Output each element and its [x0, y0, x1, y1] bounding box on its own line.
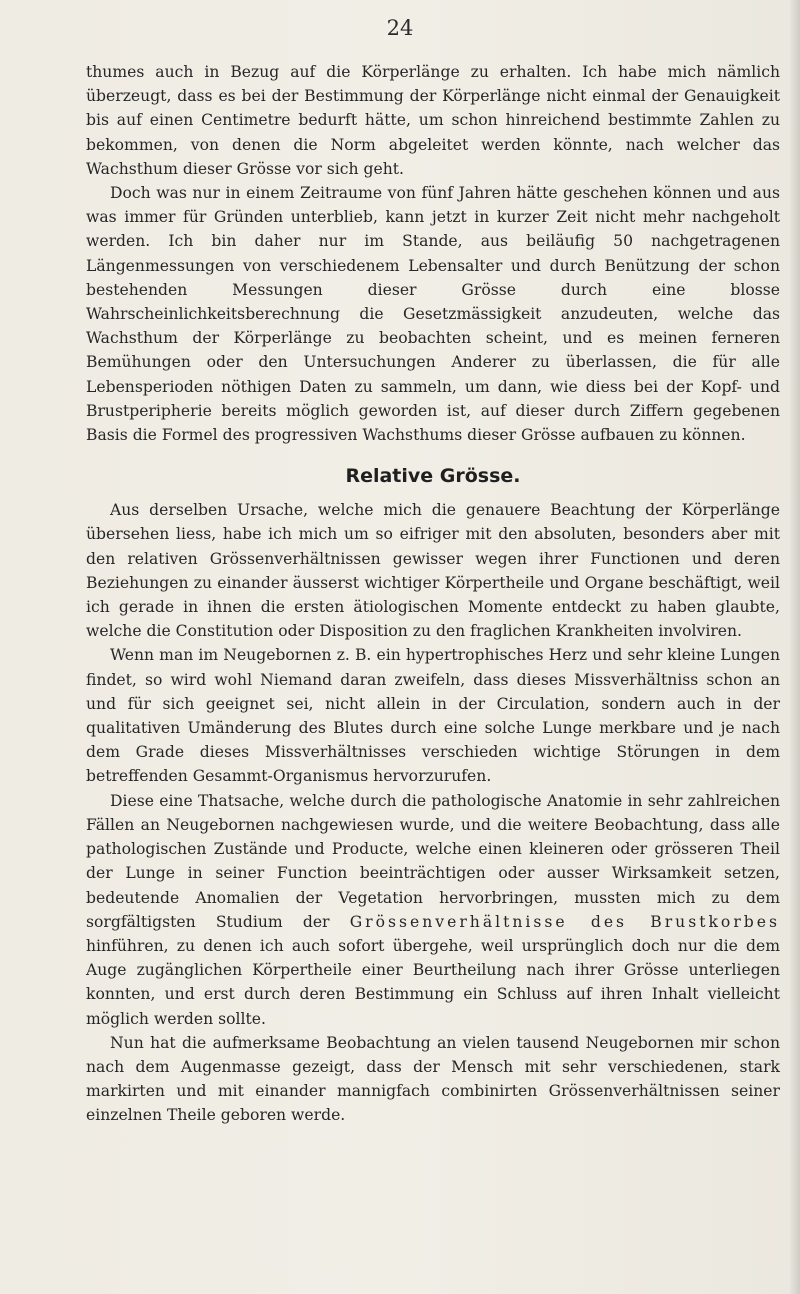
page-edge: [790, 0, 800, 1294]
body-text: [86, 60, 780, 1128]
page-number: 24: [386, 16, 414, 40]
emphasized-term: Grössenverhältnisse des Brustkorbes: [349, 912, 780, 931]
paragraph: [86, 789, 780, 1031]
paragraph: Doch was nur in einem Zeitraume von fünf Jahren hätte geschehen können und aus was immer für Gründen unterblieb, kann jetzt in kurzer Zeit nicht mehr nachgeholt werden. Ich bin daher nur im Stande, aus beiläufig 50 nachgetragenen Längenmessungen von verschiedenem Lebensalter und durch Benützung der schon bestehenden Messungen dieser Grösse durch eine blosse Wahrscheinlichkeitsberechnung die Gesetzmässigkeit anzudeuten, welche das Wachsthum der Körperlänge zu beobachten scheint, und es meinen ferneren Bemühungen oder den Untersuchungen Anderer zu überlassen, die für alle Lebensperioden nöthigen Daten zu sammeln, um dann, wie diess bei der Kopf- und Brustperipherie bereits möglich geworden ist, auf dieser durch Ziffern gegebenen Basis die Formel des progressiven Wachsthums dieser Grösse aufbauen zu können.: [86, 184, 780, 445]
paragraph-continued: thumes auch in Bezug auf die Körperlänge zu erhalten. Ich habe mich nämlich überzeugt, dass es bei der Bestimmung der Körperlänge nicht einmal der Genauigkeit bis auf einen Centimetre bedurft hätte, um schon hinreichend bestimmte Zahlen zu bekommen, von denen die Norm abgeleitet werden könnte, nach welcher das Wachsthum dieser Grösse vor sich geht.: [86, 63, 780, 178]
paragraph: Wenn man im Neugebornen z. B. ein hypertrophisches Herz und sehr kleine Lungen findet, so wird wohl Niemand daran zweifeln, dass dieses Missverhältniss schon an und für sich geeignet sei, nicht allein in der Circulation, sondern auch in der qualitativen Umänderung des Blutes durch eine solche Lunge merkbare und je nach dem Grade dieses Missverhältnisses verschieden wichtige Störungen in dem betreffenden Gesammt-Organismus hervorzurufen.: [86, 646, 780, 786]
paragraph-text: hinführen, zu denen ich auch sofort übergehe, weil ursprünglich doch nur die dem Auge zugänglichen Körpertheile einer Beurtheilung nach ihrer Grösse unterliegen konnten, und erst durch deren Bestimmung ein Schluss auf ihren Inhalt vielleicht möglich werden sollte.: [86, 936, 780, 1028]
paragraph: Nun hat die aufmerksame Beobachtung an vielen tausend Neugebornen mir schon nach dem Augenmasse gezeigt, dass der Mensch mit sehr verschiedenen, stark markirten und mit einander mannigfach combinirten Grössenverhältnissen seiner einzelnen Theile geboren werde.: [86, 1033, 780, 1125]
section-heading: Relative Grösse.: [345, 465, 521, 488]
paragraph: Aus derselben Ursache, welche mich die genauere Beachtung der Körperlänge übersehen liess, habe ich mich um so eifriger mit den absoluten, besonders aber mit den relativen Grössenverhältnissen gewisser wegen ihrer Functionen und deren Beziehungen zu einander äusserst wichtiger Körpertheile und Organe beschäftigt, weil ich gerade in ihnen die ersten ätiologischen Momente entdeckt zu haben glaubte, welche die Constitution oder Disposition zu den fraglichen Krankheiten involviren.: [86, 501, 780, 641]
paragraph-text: Diese eine Thatsache, welche durch die pathologische Anatomie in sehr zahlreichen Fällen an Neugebornen nachgewiesen wurde, und die weitere Beobachtung, dass alle pathologischen Zustände und Producte, welche einen kleineren oder grösseren Theil der Lunge in seiner Function beeinträchtigen oder ausser Wirksamkeit setzen, bedeutende Anomalien der Vegetation hervorbringen, mussten mich zu dem sorgfältigsten Studium der: [86, 791, 780, 931]
